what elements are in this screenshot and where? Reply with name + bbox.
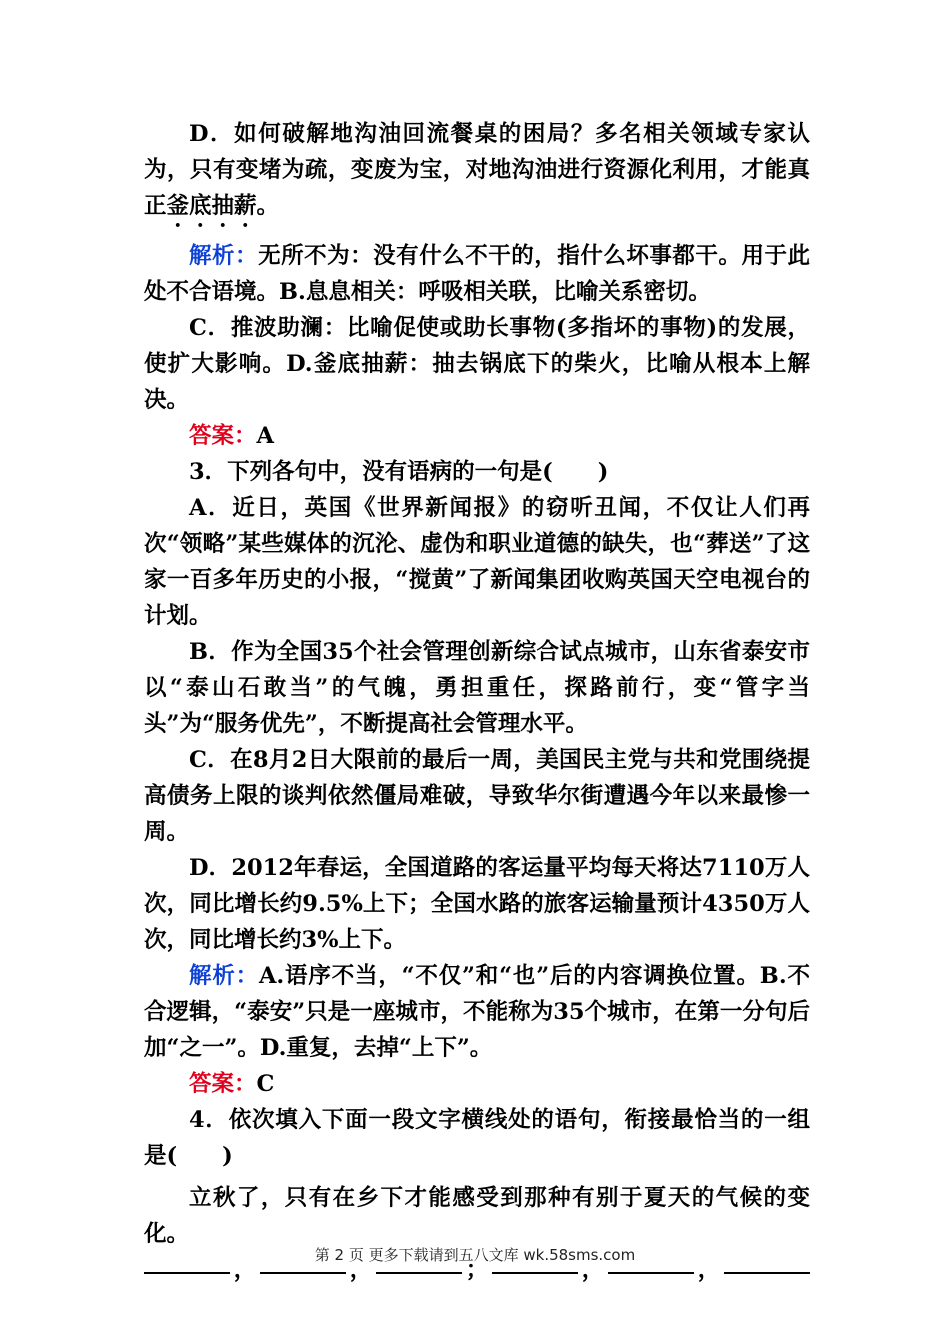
q3-option-a: A．近日，英国《世界新闻报》的窃听丑闻，不仅让人们再次“领略”某些媒体的沉沦、虚伪和职业道德的缺失，也“葬送”了这家一百多年历史的小报，“搅黄”了新闻集团收购英国天空电视台的计划。 — [144, 495, 810, 629]
q3-option-d: D．2012年春运，全国道路的客运量平均每天将达7110万人次，同比增长约9.5%上下；全国水路的旅客运输量预计4350万人次，同比增长约3%上下。 — [144, 855, 810, 953]
q2-answer — [144, 418, 810, 454]
q4-stem: 4．依次填入下面一段文字横线处的语句，衔接最恰当的一组是( ) — [144, 1107, 810, 1169]
answer-value: A — [256, 423, 274, 449]
analysis-label: 解析： — [189, 963, 259, 989]
q3-stem: 3．下列各句中，没有语病的一句是( ) — [189, 459, 609, 485]
answer-value: C — [256, 1071, 275, 1097]
q2-analysis-cont: C．推波助澜：比喻促使或助长事物(多指坏的事物)的发展，使扩大影响。D.釜底抽薪：抽去锅底下的柴火，比喻从根本上解决。 — [144, 315, 810, 413]
q4-passage: 立秋了，只有在乡下才能感受到那种有别于夏天的气候的变化。 — [144, 1185, 810, 1247]
q3-analysis: 解析：A.语序不当，“不仅”和“也”后的内容调换位置。B.不合逻辑，“泰安”只是一座城市，不能称为35个城市，在第一分句后加“之一”。D.重复，去掉“上下”。 — [144, 963, 810, 1061]
q3-answer — [144, 1066, 810, 1102]
q3-option-c: C．在8月2日大限前的最后一周，美国民主党与共和党围绕提高债务上限的谈判依然僵局难破，导致华尔街遭遇今年以来最惨一周。 — [144, 747, 810, 845]
emphasis-dotted-word: 釜底抽薪 — [166, 193, 257, 219]
page-footer: 第 2 页 更多下载请到五八文库 wk.58sms.com — [314, 1246, 636, 1264]
q2-option-d: D．如何破解地沟油回流餐桌的困局？多名相关领域专家认为，只有变堵为疏，变废为宝，对地沟油进行资源化利用，才能真正釜底抽薪。 — [144, 121, 810, 219]
q3-option-b: B．作为全国35个社会管理创新综合试点城市，山东省泰安市以“泰山石敢当”的气魄，勇担重任，探路前行，变“管字当头”为“服务优先”，不断提高社会管理水平。 — [144, 639, 810, 737]
answer-label: 答案： — [189, 423, 257, 449]
document-body — [144, 116, 810, 1288]
answer-label: 答案： — [189, 1071, 257, 1097]
q4-blanks: ， ， ； ， ， — [144, 1252, 810, 1288]
analysis-label: 解析： — [189, 243, 259, 269]
q2-analysis: 解析：无所不为：没有什么不干的，指什么坏事都干。用于此处不合语境。B.息息相关：呼吸相关联，比喻关系密切。 — [144, 243, 810, 305]
